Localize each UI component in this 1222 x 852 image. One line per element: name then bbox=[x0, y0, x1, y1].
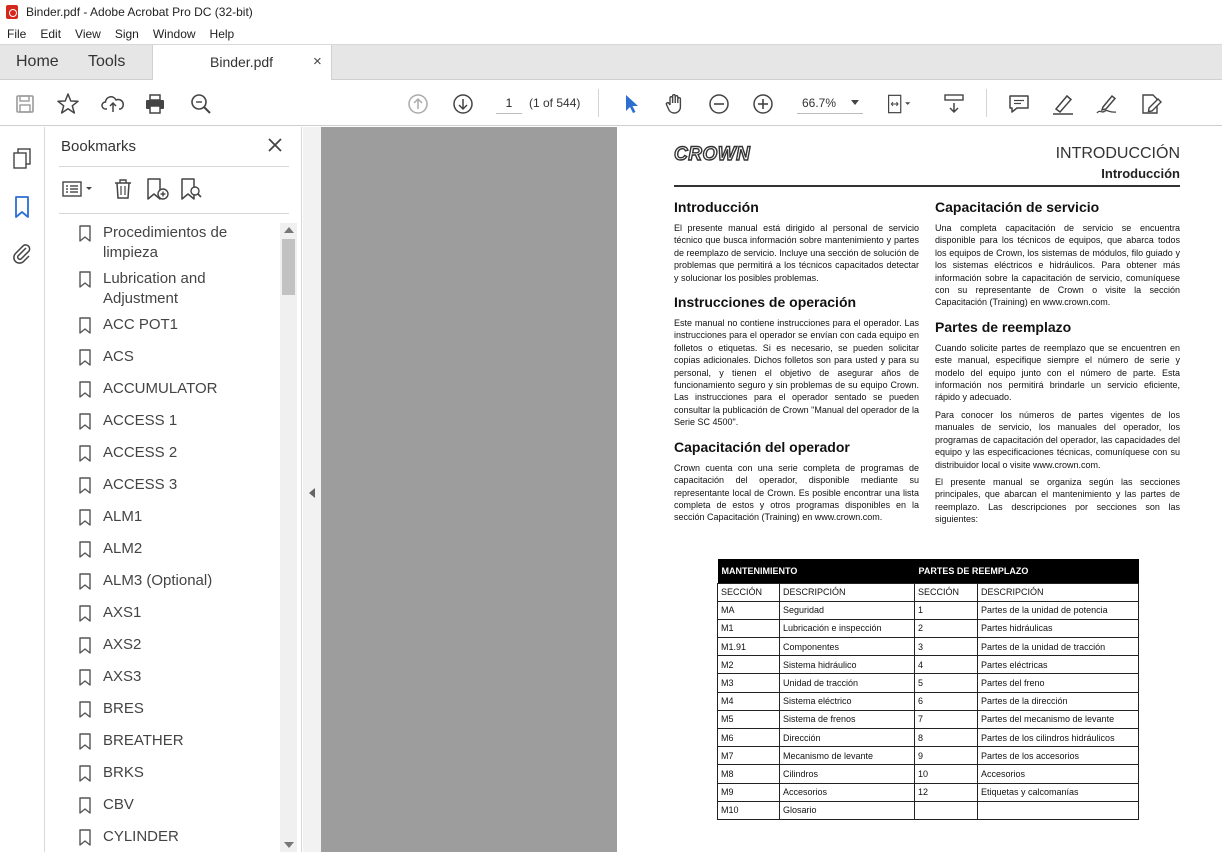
section-heading: Instrucciones de operación bbox=[674, 294, 857, 311]
table-cell bbox=[915, 801, 978, 819]
section-paragraph: Crown cuenta con una serie completa de programas de capacitación del operador, disponible mediante su representante local de Crown. Es posible encontrar una lista completa de estos y otros programas disponibles en la sección Capacitación (Training) en www.crown.com. bbox=[674, 462, 919, 523]
table-column-header bbox=[718, 583, 1139, 601]
section-paragraph: Este manual no contiene instrucciones para el operador. Las instrucciones para el operador se envían con cada equipo en folletos o etiquetas. Si es necesario, se pueden solicitar copias adicionales. Dichos folletos son para usted y para su personal, y tienen el objetivo de asegurar años de funcionamiento seguro y sin problemas de su equipo Crown. Las instrucciones para el operador sentado se pueden consultar la publicación de Crown "Manual del operador de la Serie SC 4500". bbox=[674, 318, 919, 428]
section-heading: Introducción bbox=[674, 199, 759, 215]
select-arrow-icon[interactable] bbox=[618, 91, 644, 117]
close-tab-icon[interactable]: × bbox=[313, 53, 322, 70]
table-cell: 10 bbox=[915, 765, 978, 783]
table-cell: Dirección bbox=[780, 729, 915, 747]
table-cell: M4 bbox=[718, 692, 780, 710]
prev-page-icon[interactable] bbox=[405, 91, 431, 117]
table-cell: 8 bbox=[915, 729, 978, 747]
upload-icon[interactable] bbox=[100, 91, 126, 117]
table-row bbox=[718, 619, 1139, 637]
group-header-parts: PARTES DE REEMPLAZO bbox=[915, 559, 1139, 583]
table-cell: Sistema eléctrico bbox=[780, 692, 915, 710]
table-cell: Partes de la unidad de tracción bbox=[978, 638, 1139, 656]
delete-icon[interactable] bbox=[111, 177, 135, 201]
bookmark-flag-icon bbox=[79, 701, 91, 718]
bookmark-flag-icon bbox=[79, 317, 91, 334]
bookmark-label: Lubrication and Adjustment bbox=[103, 270, 206, 307]
page-header-subtitle: Introducción bbox=[1101, 166, 1180, 181]
table-row bbox=[718, 692, 1139, 710]
bookmark-label: CBV bbox=[103, 796, 134, 813]
zoom-in-icon[interactable] bbox=[750, 91, 776, 117]
bookmark-item[interactable] bbox=[65, 827, 280, 847]
menu-file[interactable]: File bbox=[7, 27, 27, 41]
table-cell bbox=[978, 801, 1139, 819]
table-cell: Componentes bbox=[780, 638, 915, 656]
section-heading: Capacitación de servicio bbox=[935, 199, 1100, 215]
table-row bbox=[718, 801, 1139, 819]
table-cell: MA bbox=[718, 601, 780, 619]
left-nav-strip bbox=[0, 127, 45, 852]
tab-document-label: Binder.pdf bbox=[210, 54, 274, 70]
divider bbox=[59, 213, 289, 214]
bookmark-item[interactable] bbox=[65, 269, 280, 309]
bookmark-item[interactable] bbox=[65, 507, 280, 527]
star-icon[interactable] bbox=[55, 91, 81, 117]
left-column bbox=[674, 199, 919, 534]
table-cell: Partes de la unidad de potencia bbox=[978, 601, 1139, 619]
section-heading: Partes de reemplazo bbox=[935, 318, 1072, 335]
bookmark-flag-icon bbox=[79, 829, 91, 846]
bookmark-flag-icon bbox=[79, 573, 91, 590]
tab-tools[interactable]: Tools bbox=[88, 53, 126, 70]
highlight-icon[interactable] bbox=[1050, 91, 1076, 117]
table-row bbox=[718, 638, 1139, 656]
bookmark-item[interactable] bbox=[65, 731, 280, 751]
section-paragraph: El presente manual está dirigido al personal de servicio técnico que busca información sobre mantenimiento y partes de reemplazo de servicio. Incluye una sección de solución de problemas que permitirá a los técnicos capacitados detectar y solucionar los posibles problemas. bbox=[674, 223, 919, 283]
comment-icon[interactable] bbox=[1006, 91, 1032, 117]
menu-view[interactable]: View bbox=[75, 27, 101, 41]
bookmarks-scrollbar[interactable] bbox=[280, 223, 297, 852]
document-background bbox=[321, 127, 617, 852]
bookmark-list bbox=[65, 223, 280, 852]
table-row bbox=[718, 601, 1139, 619]
bookmark-flag-icon bbox=[79, 349, 91, 366]
bookmark-label: ACCUMULATOR bbox=[103, 380, 218, 397]
bookmark-flag-icon bbox=[79, 765, 91, 782]
bookmark-flag-icon bbox=[79, 445, 91, 462]
bookmark-item[interactable] bbox=[65, 347, 280, 367]
table-cell: M6 bbox=[718, 729, 780, 747]
close-icon[interactable] bbox=[265, 135, 285, 155]
table-cell: Accesorios bbox=[978, 765, 1139, 783]
bookmark-item[interactable] bbox=[65, 699, 280, 719]
next-page-icon[interactable] bbox=[450, 91, 476, 117]
bookmark-item[interactable] bbox=[65, 315, 280, 335]
table-cell: 6 bbox=[915, 692, 978, 710]
pages-icon[interactable] bbox=[10, 147, 34, 171]
table-cell: Partes del freno bbox=[978, 674, 1139, 692]
menu-help[interactable]: Help bbox=[209, 27, 235, 41]
bookmark-label: Procedimientos de limpieza bbox=[103, 224, 228, 261]
table-cell: 1 bbox=[915, 601, 978, 619]
bookmark-flag-icon bbox=[79, 381, 91, 398]
bookmark-label: BRKS bbox=[103, 764, 144, 781]
menu-bar bbox=[0, 24, 1222, 44]
attachment-icon[interactable] bbox=[10, 241, 34, 265]
table-row bbox=[718, 710, 1139, 728]
bookmark-label: ACCESS 2 bbox=[103, 444, 178, 461]
bookmark-flag-icon bbox=[79, 669, 91, 686]
table-cell: Glosario bbox=[780, 801, 915, 819]
column-header: SECCIÓN bbox=[718, 583, 780, 601]
page-count: (1 of 544) bbox=[529, 96, 581, 110]
fill-sign-icon[interactable] bbox=[1138, 91, 1164, 117]
sign-icon[interactable] bbox=[1094, 91, 1120, 117]
table-cell: 12 bbox=[915, 783, 978, 801]
zoom-search-icon[interactable] bbox=[188, 91, 214, 117]
table-cell: 2 bbox=[915, 619, 978, 637]
acrobat-logo-icon bbox=[6, 5, 18, 19]
table-cell: Cilindros bbox=[780, 765, 915, 783]
print-icon[interactable] bbox=[142, 91, 168, 117]
table-cell: Sistema de frenos bbox=[780, 710, 915, 728]
section-paragraph: Una completa capacitación de servicio se encuentra disponible para los técnicos de equipos, que abarca todos los equipos de Crown, los sistemas de módulos, filo guiado y los sistemas eléctricos e hidráulicos. Para obtener más información sobre la capacitación de servicio, comuníquese con su representante de Crown o visite la sección Capacitación (Training) en www.crown.com. bbox=[935, 223, 1180, 308]
bookmark-flag-icon bbox=[79, 225, 91, 242]
table-row bbox=[718, 765, 1139, 783]
bookmark-icon[interactable] bbox=[10, 195, 34, 219]
table-cell: M1.91 bbox=[718, 638, 780, 656]
bookmark-item[interactable] bbox=[65, 475, 280, 495]
table-cell: 7 bbox=[915, 710, 978, 728]
bookmark-label: ACC POT1 bbox=[103, 316, 179, 333]
fit-page-icon[interactable] bbox=[886, 91, 912, 117]
table-cell: Sistema hidráulico bbox=[780, 656, 915, 674]
bookmark-item[interactable] bbox=[65, 795, 280, 815]
toolbar-divider bbox=[986, 89, 987, 117]
bookmark-label: ACCESS 1 bbox=[103, 412, 178, 429]
table-body bbox=[718, 583, 1139, 819]
scroll-down-icon[interactable] bbox=[284, 842, 294, 848]
bookmark-flag-icon bbox=[79, 733, 91, 750]
table-cell: Partes del mecanismo de levante bbox=[978, 710, 1139, 728]
page-header-title: INTRODUCCIÓN bbox=[1055, 145, 1180, 162]
bookmark-item[interactable] bbox=[65, 379, 280, 399]
table-cell: Mecanismo de levante bbox=[780, 747, 915, 765]
table-cell: M5 bbox=[718, 710, 780, 728]
table-group-header bbox=[718, 559, 1139, 583]
table-cell: 5 bbox=[915, 674, 978, 692]
bookmark-flag-icon bbox=[79, 637, 91, 654]
table-cell: M8 bbox=[718, 765, 780, 783]
table-cell: Partes eléctricas bbox=[978, 656, 1139, 674]
menu-edit[interactable]: Edit bbox=[40, 27, 62, 41]
table-cell: Partes de los cilindros hidráulicos bbox=[978, 729, 1139, 747]
zoom-select[interactable] bbox=[797, 92, 863, 114]
tab-document[interactable] bbox=[152, 45, 332, 81]
bookmark-label: BRES bbox=[103, 700, 144, 717]
table-cell: Partes de la dirección bbox=[978, 692, 1139, 710]
bookmark-label: CYLINDER bbox=[103, 828, 179, 845]
table-row bbox=[718, 783, 1139, 801]
bookmark-label: AXS1 bbox=[103, 604, 142, 621]
tab-bar bbox=[0, 44, 1222, 80]
column-header: SECCIÓN bbox=[915, 583, 978, 601]
save-icon[interactable] bbox=[12, 91, 38, 117]
toolbar bbox=[0, 80, 1222, 126]
bookmark-item[interactable] bbox=[65, 411, 280, 431]
bookmark-item[interactable] bbox=[65, 667, 280, 687]
sections-table bbox=[717, 559, 1139, 820]
bookmark-item[interactable] bbox=[65, 635, 280, 655]
bookmark-item[interactable] bbox=[65, 443, 280, 463]
bookmark-label: ACS bbox=[103, 348, 134, 365]
section-paragraph: Para conocer los números de partes vigentes de los manuales de servicio, los manuales del operador, los programas de capacitación del operador, las capacidades del equipo y las especificaciones técnicas, comuníquese con su distribuidor local o visite www.crown.com. bbox=[935, 409, 1180, 470]
section-paragraph: El presente manual se organiza según las secciones principales, que abarcan el mantenimiento y las partes de reemplazo. Las descripciones por secciones son las siguientes: bbox=[935, 476, 1180, 525]
bookmark-flag-icon bbox=[79, 271, 91, 288]
hand-icon[interactable] bbox=[662, 91, 688, 117]
bookmark-item[interactable] bbox=[65, 539, 280, 559]
bookmark-flag-icon bbox=[79, 541, 91, 558]
bookmark-label: BREATHER bbox=[103, 732, 184, 749]
bookmark-item[interactable] bbox=[65, 223, 280, 263]
bookmark-item[interactable] bbox=[65, 763, 280, 783]
bookmark-flag-icon bbox=[79, 797, 91, 814]
scroll-mode-icon[interactable] bbox=[941, 91, 967, 117]
table-cell: Etiquetas y calcomanías bbox=[978, 783, 1139, 801]
bookmark-label: AXS3 bbox=[103, 668, 142, 685]
new-bookmark-icon[interactable] bbox=[145, 177, 169, 201]
table-row bbox=[718, 674, 1139, 692]
section-heading: Capacitación del operador bbox=[674, 438, 850, 455]
table-cell: M10 bbox=[718, 801, 780, 819]
table-cell: Seguridad bbox=[780, 601, 915, 619]
group-header-maintenance: MANTENIMIENTO bbox=[718, 559, 915, 583]
table-cell: M3 bbox=[718, 674, 780, 692]
bookmark-search-icon[interactable] bbox=[179, 177, 203, 201]
crown-logo: CROWN bbox=[674, 144, 751, 165]
table-cell: M1 bbox=[718, 619, 780, 637]
bookmark-label: ALM3 (Optional) bbox=[103, 572, 213, 589]
divider bbox=[59, 166, 289, 167]
table-row bbox=[718, 656, 1139, 674]
panel-collapse-handle[interactable] bbox=[303, 127, 321, 852]
table-cell: Partes de los accesorios bbox=[978, 747, 1139, 765]
right-column bbox=[935, 199, 1180, 536]
chevron-left-icon[interactable] bbox=[309, 488, 315, 498]
scrollbar-thumb[interactable] bbox=[282, 239, 295, 295]
tab-home[interactable]: Home bbox=[16, 53, 59, 70]
table-row bbox=[718, 747, 1139, 765]
table-cell: Unidad de tracción bbox=[780, 674, 915, 692]
table-cell: Accesorios bbox=[780, 783, 915, 801]
bookmark-flag-icon bbox=[79, 477, 91, 494]
bookmark-label: ACCESS 3 bbox=[103, 476, 178, 493]
bookmark-item[interactable] bbox=[65, 571, 280, 591]
header-rule bbox=[674, 185, 1180, 187]
bookmarks-panel bbox=[45, 127, 302, 852]
table-row bbox=[718, 729, 1139, 747]
bookmark-label: AXS2 bbox=[103, 636, 142, 653]
zoom-value: 66.7% bbox=[802, 96, 837, 110]
bookmark-flag-icon bbox=[79, 605, 91, 622]
table-cell: 9 bbox=[915, 747, 978, 765]
bookmark-item[interactable] bbox=[65, 603, 280, 623]
table-cell: Partes hidráulicas bbox=[978, 619, 1139, 637]
table-cell: M2 bbox=[718, 656, 780, 674]
table-cell: Lubricación e inspección bbox=[780, 619, 915, 637]
bookmark-label: ALM1 bbox=[103, 508, 143, 525]
bookmark-label: ALM2 bbox=[103, 540, 143, 557]
toolbar-divider bbox=[598, 89, 599, 117]
section-paragraph: Cuando solicite partes de reemplazo que se encuentren en este manual, especifique siempre el número de serie y modelo del equipo junto con el número de parte. Esta información nos permitirá brindarle un servicio eficiente, rápido y adecuado. bbox=[935, 342, 1180, 403]
menu-window[interactable]: Window bbox=[152, 27, 196, 41]
title-bar bbox=[0, 0, 1222, 24]
bookmark-toolbar bbox=[59, 175, 289, 205]
table-cell: 4 bbox=[915, 656, 978, 674]
column-header: DESCRIPCIÓN bbox=[978, 583, 1139, 601]
bookmark-flag-icon bbox=[79, 413, 91, 430]
table-cell: M9 bbox=[718, 783, 780, 801]
zoom-out-icon[interactable] bbox=[706, 91, 732, 117]
chevron-down-icon bbox=[851, 100, 859, 105]
table-cell: 3 bbox=[915, 638, 978, 656]
page-number-input[interactable] bbox=[496, 92, 522, 114]
menu-sign[interactable]: Sign bbox=[114, 27, 139, 41]
panel-title: Bookmarks bbox=[61, 138, 137, 155]
options-icon[interactable] bbox=[61, 177, 97, 201]
bookmark-flag-icon bbox=[79, 509, 91, 526]
column-header: DESCRIPCIÓN bbox=[780, 583, 915, 601]
table-cell: M7 bbox=[718, 747, 780, 765]
scroll-up-icon[interactable] bbox=[284, 227, 294, 233]
pdf-page bbox=[617, 127, 1222, 852]
window-title: Binder.pdf - Adobe Acrobat Pro DC (32-bit) bbox=[26, 5, 253, 19]
